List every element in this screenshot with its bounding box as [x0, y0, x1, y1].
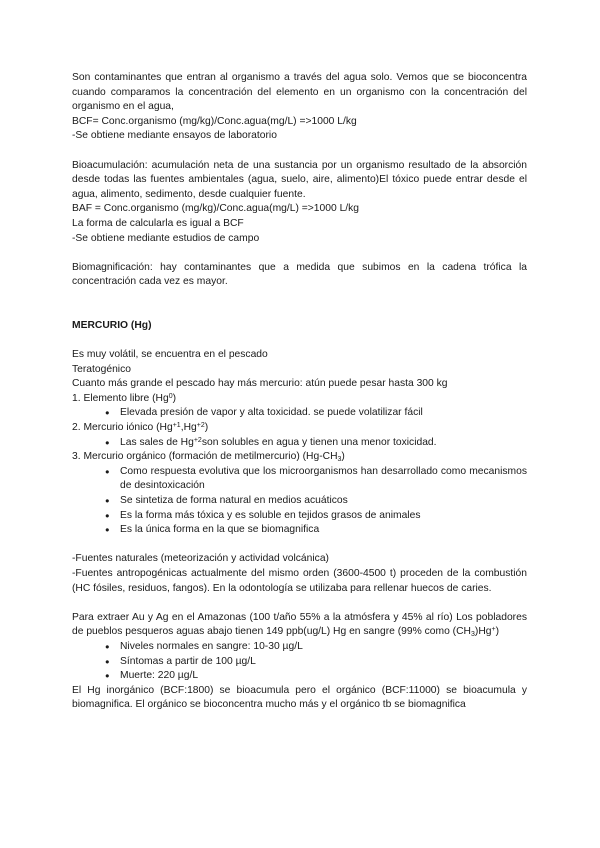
spacer — [72, 246, 527, 261]
mercurio-line-1: Es muy volátil, se encuentra en el pescado — [72, 349, 268, 361]
intro-paragraph: Son contaminantes que entran al organismo a través del agua solo. Vemos que se bioconcentra cuando comparamos la concentración del elemento en un organismo con la concentración del organismo en el agua, — [72, 72, 527, 113]
bullet-list — [72, 436, 527, 451]
spacer — [72, 144, 527, 159]
biomagnificacion-paragraph: Biomagnificación: hay contaminantes que a medida que subimos en la cadena trófica la concentración cada vez es mayor. — [72, 261, 527, 288]
list-item-mercurio-organico: 3. Mercurio orgánico (formación de metilmercurio) $(Hg-CH_3)$ — [72, 451, 345, 464]
bullet-item: ● Muerte: 220 µg/L — [107, 669, 527, 684]
bioacumulacion-paragraph: Bioacumulación: acumulación neta de una sustancia por un organismo resultado de la absorción desde todas las fuentes ambientales (agua, suelo, aire, alimento)El tóxico puede entrar desde el agua, alimento, sedimento, desde cualquier fuente. — [72, 159, 527, 200]
spacer — [72, 596, 527, 611]
bcf-formula: BCF= Conc.organismo (mg/kg)/Conc.agua(mg/L) =>1000 L/kg — [72, 115, 357, 127]
fuentes-antropogenicas: -Fuentes antropogénicas actualmente del mismo orden (3600-4500 t) proceden de la combustión (HC fósiles, residuos, fangos). En la odontología se utilizaba para rellenar huecos de caries. — [72, 568, 527, 594]
list-item-elemento-libre: 1. Elemento libre (Hg$^0$) — [72, 392, 177, 404]
bullet-list — [72, 406, 527, 421]
bullet-item: ● Se sintetiza de forma natural en medios acuáticos — [107, 494, 527, 509]
amazonas-paragraph: Para extraer Au y Ag en el Amazonas (100 t/año 55% a la atmósfera y 45% al río) Los pobladores de pueblos pesqueros aguas abajo tienen 149 ppb(ug/L) Hg en sangre (99% como $(CH_3)Hg^+$) — [72, 611, 527, 639]
mercurio-line-2: Teratogénico — [72, 363, 131, 375]
mercurio-line-3: Cuanto más grande el pescado hay más mercurio: atún puede pesar hasta 300 kg — [72, 378, 448, 390]
bullet-list — [72, 640, 527, 684]
bioacumulacion-line-3: -Se obtiene mediante estudios de campo — [72, 232, 260, 244]
section-heading-mercurio: MERCURIO (Hg) — [72, 319, 152, 331]
bioacumulacion-line-2: La forma de calcularla es igual a BCF — [72, 217, 244, 229]
spacer — [72, 290, 527, 319]
spacer — [72, 538, 527, 553]
closing-paragraph: El Hg inorgánico (BCF:1800) se bioacumula pero el orgánico (BCF:11000) se bioacumula y biomagnifica. El orgánico se bioconcentra mucho más y el orgánico tb se biomagnifica — [72, 684, 527, 711]
fuentes-naturales: -Fuentes naturales (meteorización y actividad volcánica) — [72, 553, 329, 565]
bullet-item: ● Niveles normales en sangre: 10-30 µg/L — [107, 640, 527, 655]
document-page — [72, 71, 527, 713]
bullet-item: ● Síntomas a partir de 100 µg/L — [107, 655, 527, 670]
bullet-item: ● Elevada presión de vapor y alta toxicidad. se puede volatilizar fácil — [107, 406, 527, 421]
list-item-mercurio-ionico: 2. Mercurio iónico $(Hg^{+1},Hg^{+2})$ — [72, 422, 209, 434]
bullet-item: ● Es la única forma en la que se biomagnifica — [107, 523, 527, 538]
bullet-item: ● Es la forma más tóxica y es soluble en tejidos grasos de animales — [107, 509, 527, 524]
bullet-list — [72, 465, 527, 538]
bullet-item: ● Las sales de $Hg^{+2}son$ solubles en agua y tienen una menor toxicidad. — [107, 436, 527, 451]
spacer — [72, 334, 527, 349]
bcf-note: -Se obtiene mediante ensayos de laboratorio — [72, 130, 277, 142]
baf-formula: BAF = Conc.organismo (mg/kg)/Conc.agua(mg/L) =>1000 L/kg — [72, 203, 360, 215]
bullet-item: ● Como respuesta evolutiva que los microorganismos han desarrollado como mecanismos de desintoxicación — [107, 465, 527, 494]
